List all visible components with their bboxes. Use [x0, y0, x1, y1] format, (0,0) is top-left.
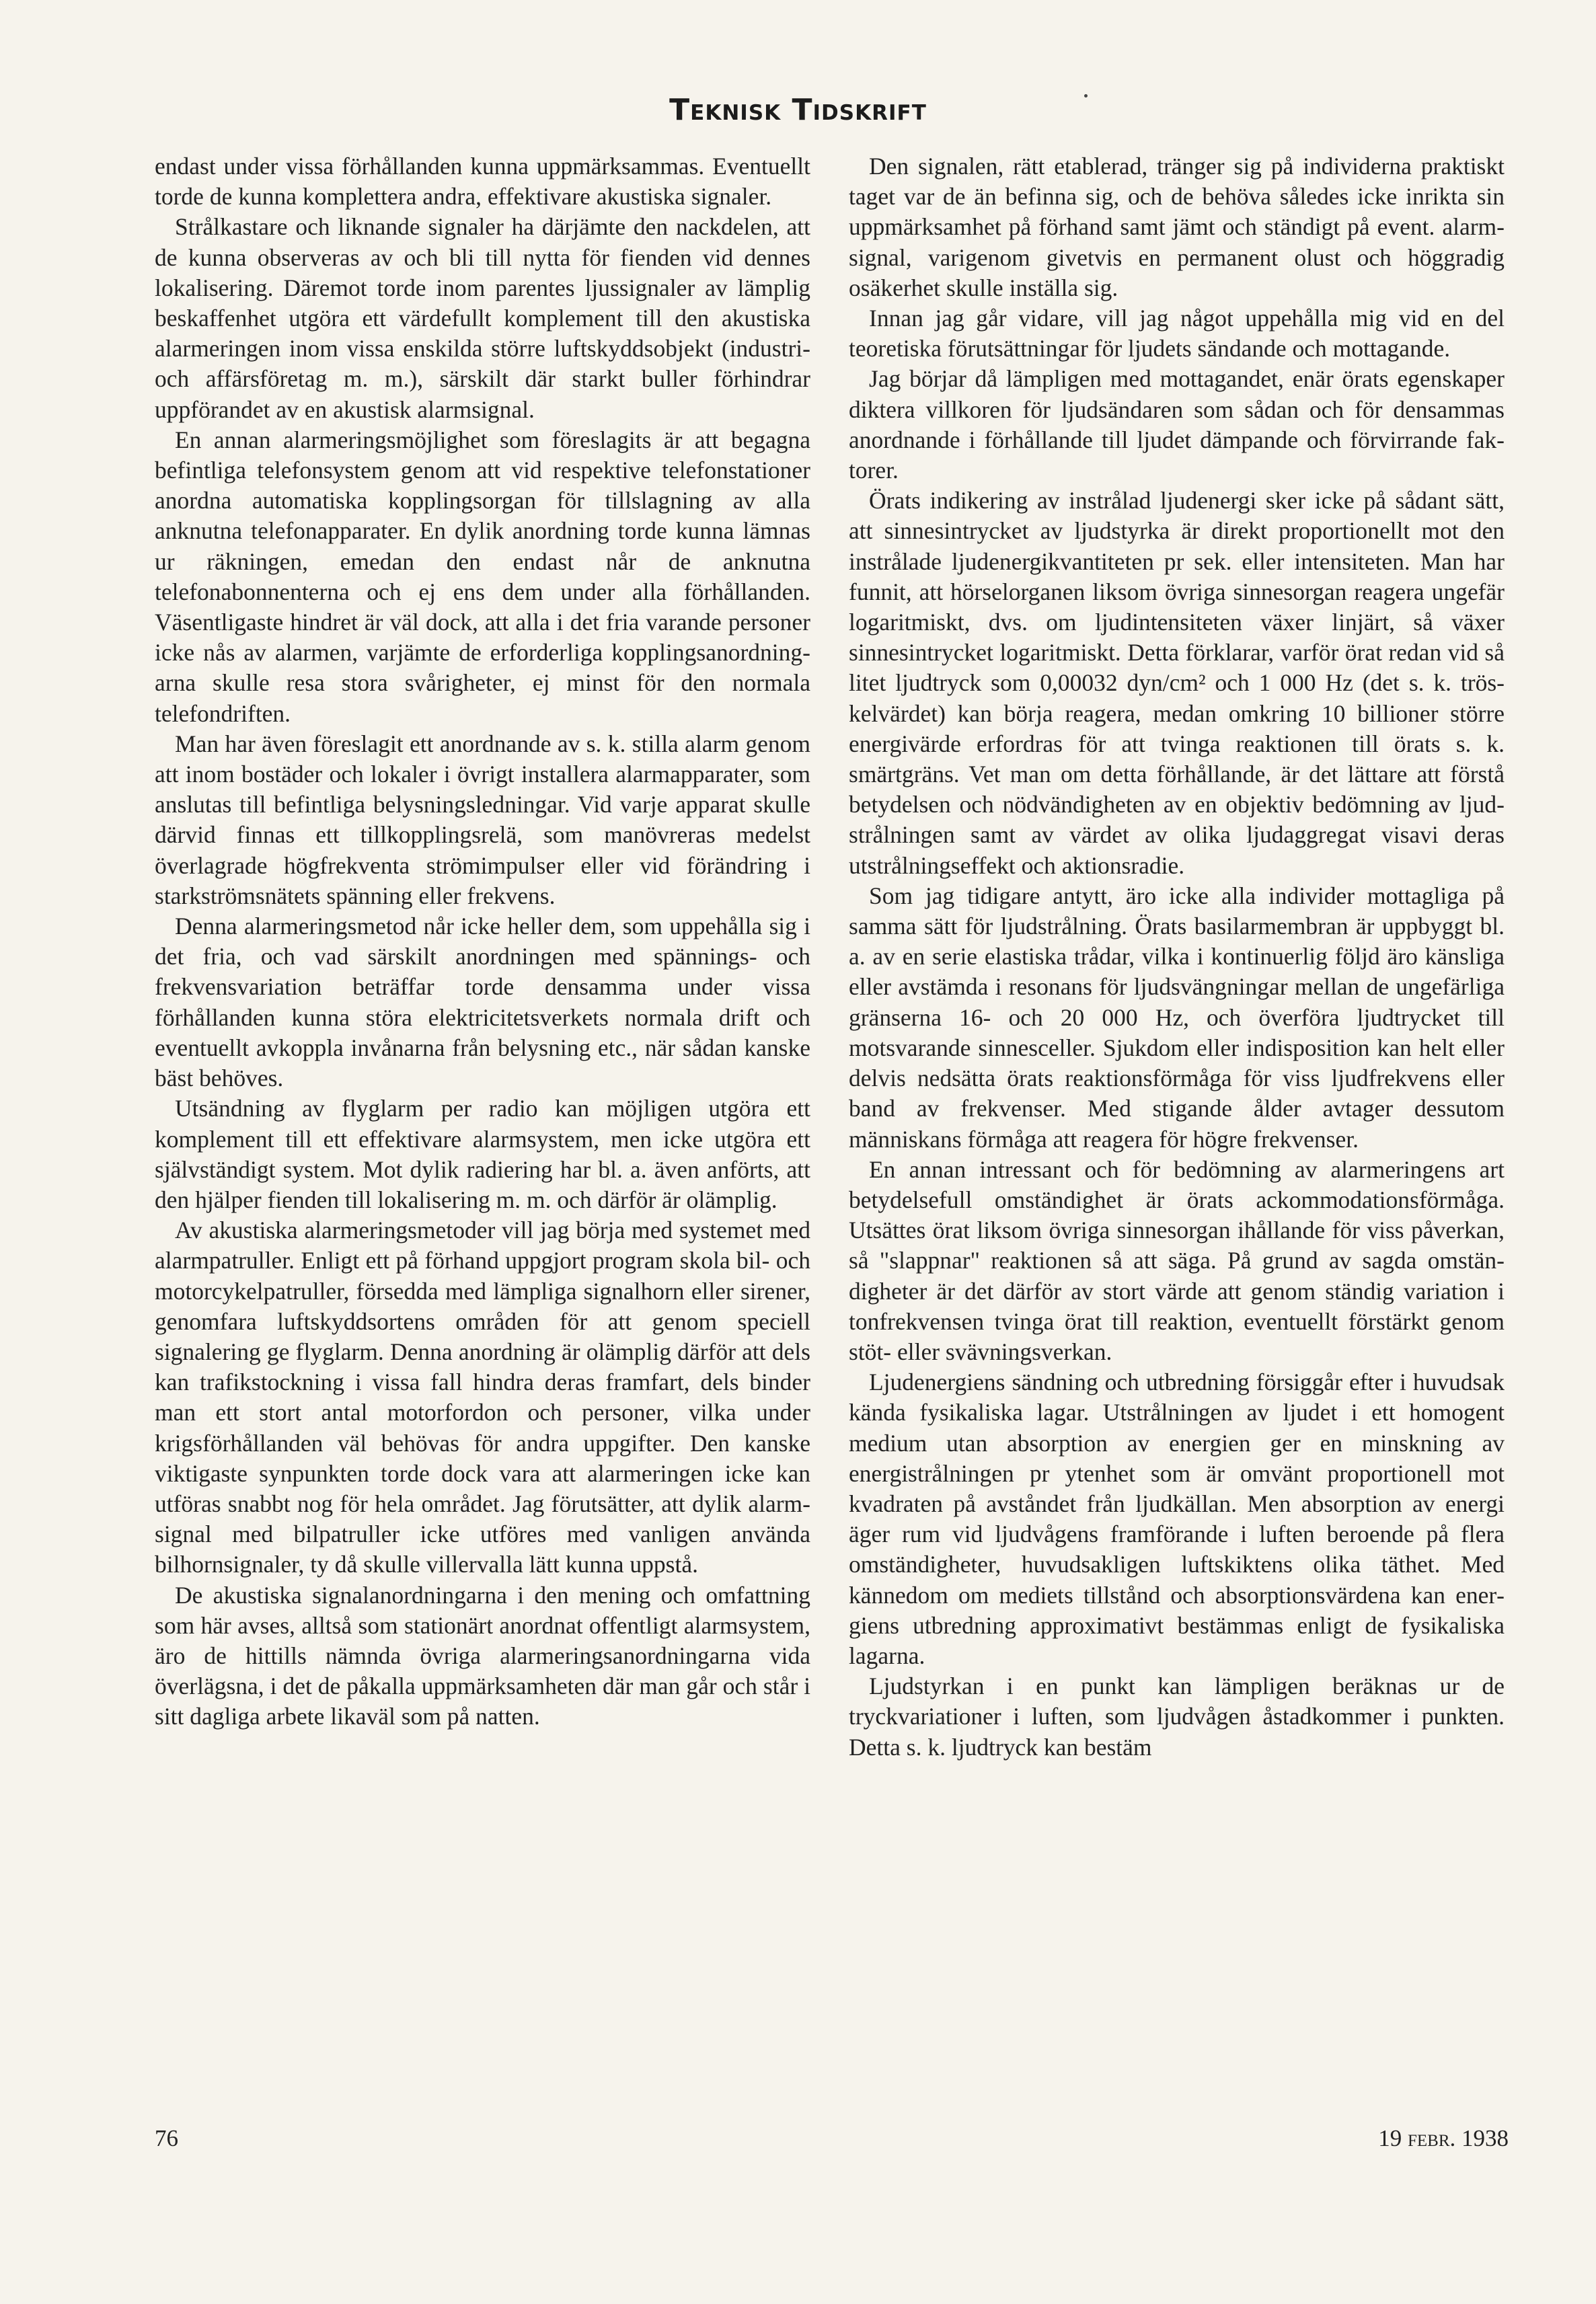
- paragraph: Innan jag går vidare, vill jag något uppehålla mig vid en del teoretiska förutsättningar för ljudets sändande och mottagande.: [849, 305, 1505, 362]
- paragraph: Ljudstyrkan i en punkt kan lämpligen beräknas ur de tryckvariationer i luften, som ljudvågen åstadkommer i punkten. Detta s. k. ljudtryck kan bestäm: [849, 1673, 1505, 1761]
- paragraph: De akustiska signalanordningarna i den mening och omfattning som här avses, alltså som stationärt anordnat offentligt alarmsystem, äro de hittills nämnda övriga alarmeringsanordningarna vida överlägsna, i det de påkalla uppmärksamheten där man går och står i sitt dagliga arbete likaväl som på natten.: [155, 1581, 810, 1730]
- issue-date-year: 1938: [1461, 2125, 1509, 2151]
- paragraph: En annan alarmeringsmöjlighet som föreslagits är att begagna befintliga telefonsystem genom att vid respektive telefonstationer anordna automatiska kopplingsorgan för tillslagning av alla anknutna telefonapparater. En dylik anordning torde kunna lämnas ur räkningen, emedan den endast når de anknutna telefonabonnenterna och ej ens dem under alla förhållanden. Väsentligaste hindret är väl dock, att alla i det fria varande personer icke nås av alarmen, varjämte de erforderliga kopplingsanordningarna skulle resa stora svårigheter, ej minst för den normala telefondriften.: [155, 426, 810, 727]
- left-text-column: [155, 151, 810, 1732]
- paragraph: Örats indikering av instrålad ljudenergi sker icke på sådant sätt, att sinnesintrycket av ljudstyrka är direkt proportionellt mot den instrålade ljudenergikvantiteten pr sek. eller intensiteten. Man har funnit, att hörselorganen liksom övriga sinnesorgan reagera ungefär logaritmiskt, dvs. om ljudintensiteten växer linjärt, så växer sinnesintrycket logaritmiskt. Detta förklarar, varför örat redan vid så litet ljudtryck som 0,00032 dyn/cm² och 1 000 Hz (det s. k. tröskelvärdet) kan börja reagera, medan omkring 10 billioner större energivärde erfordras för att tvinga reaktionen till örats s. k. smärtgräns. Vet man om detta förhållande, är det lättare att förstå betydelsen och nödvändigheten av en objektiv bedömning av ljudstrålningen samt av värdet av olika ljudaggregat visavi deras utstrålningseffekt och aktionsradie.: [849, 487, 1505, 879]
- paragraph: Man har även föreslagit ett anordnande av s. k. stilla alarm genom att inom bostäder och lokaler i övrigt installera alarmapparater, som anslutas till befintliga belysningsledningar. Vid varje apparat skulle därvid finnas ett tillkopplingsrelä, som manövreras medelst överlagrade högfrekventa strömimpulser eller vid förändring i starkströmsnätets spänning eller frekvens.: [155, 730, 810, 909]
- masthead-title: Teknisk Tidskrift: [669, 93, 927, 127]
- paragraph: Den signalen, rätt etablerad, tränger sig på individerna praktiskt taget var de än befinna sig, och de behöva således icke inrikta sin uppmärksamhet på förhand samt jämt och ständigt på event. alarmsignal, varigenom givetvis en permanent olust och höggradig osäkerhet skulle inställa sig.: [849, 153, 1505, 301]
- paragraph: Utsändning av flyglarm per radio kan möjligen utgöra ett komplement till ett effektivare alarmsystem, men icke utgöra ett självständigt system. Mot dylik radiering har bl. a. även anförts, att den hjälper fienden till lokalisering m. m. och därför är olämplig.: [155, 1095, 810, 1213]
- paragraph: Av akustiska alarmeringsmetoder vill jag börja med systemet med alarmpatruller. Enligt ett på förhand uppgjort program skola bil- och motorcykelpatruller, försedda med lämpliga signalhorn eller sirener, genomfara luftskyddsortens områden för att genom speciell signalering ge flyglarm. Denna anordning är olämplig därför att dels kan trafikstockning i vissa fall hindra deras framfart, dels binder man ett stort antal motorfordon och personer, vilka under krigsförhållanden väl behövas för andra uppgifter. Den kanske viktigaste synpunkten torde dock vara att alarmeringen icke kan utföras snabbt nog för hela området. Jag förutsätter, att dylik alarmsignal med bilpatruller icke utföres med vanligen använda bilhornsignaler, ty då skulle villervalla lätt kunna uppstå.: [155, 1217, 810, 1578]
- paragraph: Ljudenergiens sändning och utbredning försiggår efter i huvudsak kända fysikaliska lagar. Utstrålningen av ljudet i ett homogent medium utan absorption av energien ger en minskning av energistrålningen pr ytenhet som är omvänt proportionell mot kvadraten på avståndet från ljudkällan. Men absorption av energi äger rum vid ljudvågens framförande i luften beroende på flera omständigheter, huvudsakligen luftskiktens olika täthet. Med kännedom om mediets tillstånd och absorptionsvärdena kan energiens utbredning approximativt bestämmas enligt de fysikaliska lagarna.: [849, 1369, 1505, 1669]
- paragraph: En annan intressant och för bedömning av alarmeringens art betydelsefull omständighet är örats ackommodationsförmåga. Utsättes örat liksom övriga sinnesorgan ihållande för viss påverkan, så "slappnar" reaktionen så att säga. På grund av sagda omständigheter är det därför av stort värde att genom ständig variation i tonfrekvensen tvinga örat till reaktion, eventuellt förstärkt genom stöt- eller svävningsverkan.: [849, 1155, 1505, 1365]
- print-speck: [1084, 94, 1088, 98]
- paragraph: Strålkastare och liknande signaler ha därjämte den nackdelen, att de kunna observeras av och bli till nytta för fienden vid dennes lokalisering. Däremot torde inom parentes ljussignaler av lämplig beskaffenhet utgöra ett värdefullt komplement till den akustiska alarmeringen inom vissa enskilda större luftskyddsobjekt (industri- och affärsföretag m. m.), särskilt där starkt buller förhindrar uppförandet av en akustisk alarmsignal.: [155, 213, 810, 423]
- paragraph: endast under vissa förhållanden kunna uppmärksammas. Eventuellt torde de kunna komplettera andra, effektivare akustiska signaler.: [155, 153, 810, 210]
- paragraph: Jag börjar då lämpligen med mottagandet, enär örats egenskaper diktera villkoren för ljudsändaren som sådan och för densammas anordnande i förhållande till ljudet dämpande och förvirrande faktorer.: [849, 365, 1505, 484]
- issue-date: [1378, 2125, 1509, 2152]
- right-text-column: [849, 151, 1505, 1763]
- paragraph: Denna alarmeringsmetod når icke heller dem, som uppehålla sig i det fria, och vad särskilt anordningen med spännings- och frekvensvariation beträffar torde densamma under vissa förhållanden kunna störa elektricitetsverkets normala drift och eventuellt avkoppla invånarna från belysning etc., när sådan kanske bäst behöves.: [155, 913, 810, 1092]
- page-number: 76: [155, 2125, 178, 2151]
- issue-date-month: febr.: [1407, 2125, 1456, 2151]
- paragraph: Som jag tidigare antytt, äro icke alla individer mottagliga på samma sätt för ljudstrålning. Örats basilarmembran är uppbyggt bl. a. av en serie elastiska trådar, vilka i kontinuerlig följd äro känsliga eller avstämda i resonans för ljudsvängningar mellan de ungefärliga gränserna 16- och 20 000 Hz, och överföra ljudtrycket till motsvarande sinnesceller. Sjukdom eller indisposition kan helt eller delvis nedsätta örats reaktionsförmåga för viss ljudfrekvens eller band av frekvenser. Med stigande ålder avtager dessutom människans förmåga att reagera för högre frekvenser.: [849, 882, 1505, 1153]
- issue-date-day: 19: [1378, 2125, 1402, 2151]
